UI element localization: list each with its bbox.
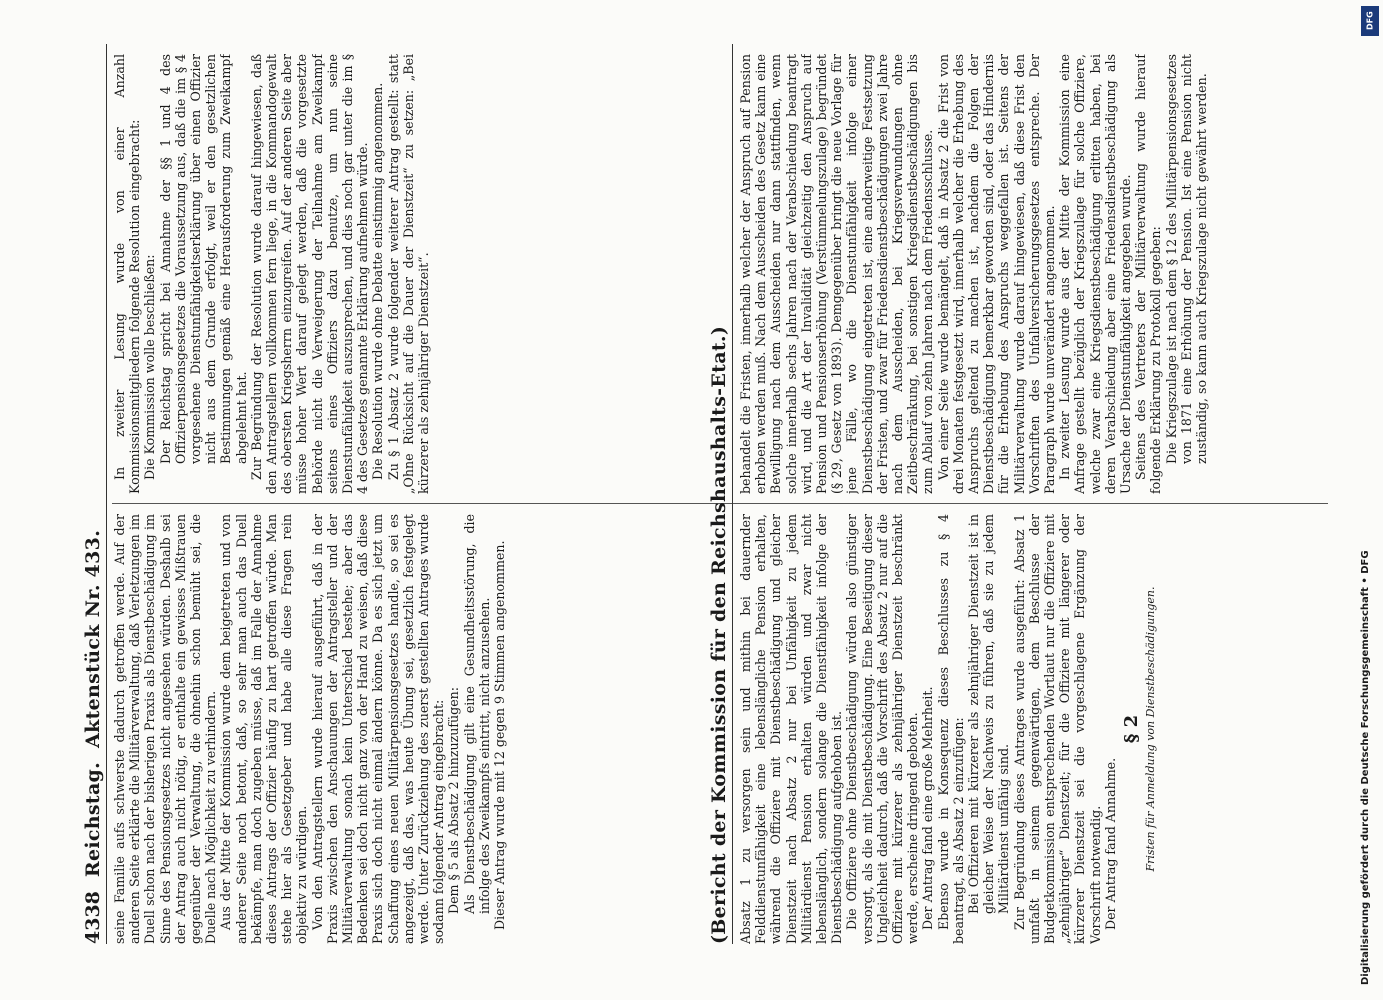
paragraph: Aus der Mitte der Kommission wurde dem beigetreten und von anderer Seite noch betont, daß, so sehr man auch das Duell bekämpfe, man doch zugeben müsse, daß im Falle der Annahme dieses Antrags der Offizier häufig zu hart getroffen würde. Man stehe hier als Gesetzgeber und habe alle diese Fragen rein objektiv zu würdigen. xyxy=(218,514,310,944)
paragraph: Der Antrag fand Annahme. xyxy=(1102,757,1118,930)
paragraph: Der Reichstag spricht bei Annahme der §§ 1 und 4 des Offizierpensionsgesetzes die Voraussetzung aus, daß die im § 4 vorgesehene Dienstunfähigkeitserklärung über einen Offizier nicht aus dem Grunde erfolgt, weil er den gesetzlichen Bestimmungen gemäß eine Herausforderung zum Zweikampf abgelehnt hat. xyxy=(157,54,249,464)
paragraph: Von den Antragstellern wurde hierauf ausgeführt, daß in der Praxis zwischen den Anschauungen der Antragsteller und der Militärverwaltung sonach kein Unterschied bestehe; aber das Bedenken sei doch nicht ganz von der Hand zu weisen, daß diese Praxis sich doch nicht einmal ändern könne. Da es sich jetzt um Schaffung eines neuen Militärpensionsgesetzes handle, so sei es angezeigt, daß das, was heute Übung sei, gesetzlich festgelegt werde. Unter Zurückziehung des zuerst gestellten Antrages wurde sodann folgender Antrag eingebracht: xyxy=(309,514,447,944)
paragraph: Die Resolution wurde ohne Debatte einstimmig angenommen. xyxy=(370,82,386,480)
page-number: 4338 xyxy=(82,891,104,944)
section-heading: § 2 xyxy=(1121,714,1143,744)
paragraph: Die Kriegszulage ist nach dem § 12 des Militärpensionsgesetzes von 1871 eine Erhöhung der Pension. Ist eine Pension nicht zuständig, so kann auch Kriegszulage nicht gewährt werden. xyxy=(1163,54,1210,464)
paragraph: Die Kommission wolle beschließen: xyxy=(142,254,158,480)
paragraph: Von einer Seite wurde bemängelt, daß in Absatz 2 die Frist von drei Monaten festgesetzt wird, innerhalb welcher die Erhebung des Anspruchs geltend zu machen ist, nachdem die Folgen der Dienstbeschädigung bemerkbar geworden sind, oder das Hindernis für die Erhebung des Anspruchs weggefallen ist. Seitens der Militärverwaltung wurde darauf hingewiesen, daß diese Frist den Vorschriften des Unfallversicherungsgesetzes entspreche. Der Paragraph wurde unverändert angenommen. xyxy=(935,54,1058,494)
paragraph: Die Offiziere ohne Dienstbeschädigung würden also günstiger versorgt, als die mit Dienstbeschädigung. Eine Beseitigung dieser Ungleichheit dadurch, daß die Vorschrift des Absatz 2 nur auf die Offiziere mit kürzerer als zehnjähriger Dienstzeit beschränkt werde, erscheine dringend geboten. xyxy=(844,514,921,944)
paragraph: In zweiter Lesung wurde von einer Anzahl Kommissionsmitgliedern folgende Resolution eingebracht: xyxy=(112,54,143,494)
paragraph: Der Antrag fand eine große Mehrheit. xyxy=(920,686,936,930)
paragraph: Dem § 5 als Absatz 2 hinzuzufügen: xyxy=(446,686,462,914)
rotated-page-right xyxy=(690,44,1350,944)
digitization-credit: Digitalisierung gefördert durch die Deutsche Forschungsgemeinschaft • DFG xyxy=(1360,550,1371,985)
running-header xyxy=(64,44,104,944)
paragraph: Bei Offizieren mit kürzerer als zehnjähriger Dienstzeit ist in gleicher Weise der Nachweis zu führen, daß sie zu jedem Militärdienst unfähig sind. xyxy=(966,514,1012,914)
paragraph: Dieser Antrag wurde mit 12 gegen 9 Stimmen angenommen. xyxy=(492,540,508,930)
header-rule xyxy=(106,44,107,944)
paragraph: Zu § 1 Absatz 2 wurde folgender weiterer Antrag gestellt: statt „Ohne Rücksicht auf die Dauer der Dienstzeit“ zu setzen: „Bei kürzerer als zehnjähriger Dienstzeit“. xyxy=(385,54,432,494)
paragraph: Seitens des Vertreters der Militärverwaltung wurde hierauf folgende Erklärung zu Protokoll gegeben: xyxy=(1133,54,1164,494)
header-title-mid: Aktenstück Nr. 433. xyxy=(82,529,104,748)
text-column-right xyxy=(738,514,1338,944)
paragraph: In zweiter Lesung wurde aus der Mitte der Kommission eine Anfrage gestellt bezüglich der Kriegszulage für solche Offiziere, welche zwar eine Kriegsdienstbeschädigung erlitten haben, bei deren Verabschiedung aber eine Friedensdienstbeschädigung als Ursache der Dienstunfähigkeit angegeben wurde. xyxy=(1057,54,1134,494)
paragraph: Ebenso wurde in Konsequenz dieses Beschlusses zu § 4 beantragt, als Absatz 2 einzufügen: xyxy=(935,514,966,944)
paragraph: Als Dienstbeschädigung gilt eine Gesundheitsstörung, die infolge des Zweikampfs eintritt, nicht anzusehen. xyxy=(461,514,492,914)
header-title-right: (Bericht der Kommission für den Reichshaushalts-Etat.) xyxy=(708,325,730,944)
column-separator-right xyxy=(738,503,1328,504)
header-rule-right xyxy=(732,44,733,944)
text-column-right-2 xyxy=(738,54,1338,494)
paragraph: Zur Begründung der Resolution wurde darauf hingewiesen, daß den Antragstellern vollkommen fern liege, in die Kommandogewalt des obersten Kriegsherrn einzugreifen. Auf der anderen Seite aber müsse hoher Wert darauf gelegt werden, daß die vorgesetzte Behörde nicht die Verweigerung der Teilnahme am Zweikampf seitens eines Offiziers dazu benutze, um nun seine Dienstunfähigkeit auszusprechen, und dies noch gar unter die im § 4 des Gesetzes genannte Erklärung aufnehmen würde. xyxy=(248,54,371,494)
header-title-left: Reichstag. xyxy=(82,761,104,878)
paragraph: Absatz 1 zu versorgen sein und mithin bei dauernder Felddienstunfähigkeit eine lebenslängliche Pension erhalten, während die Offiziere mit Dienstbeschädigung und gleicher Dienstzeit nach Absatz 2 nur bei Unfähigkeit zu jedem Militärdienst Pension erhalten würden und zwar nicht lebenslänglich, sondern solange die Dienstfähigkeit infolge der Dienstbeschädigung aufgehoben ist. xyxy=(738,514,845,944)
paragraph: seine Familie aufs schwerste dadurch getroffen werde. Auf der anderen Seite erklärte die Militärverwaltung, daß Verletzungen im Duell schon nach der bisherigen Praxis als Dienstbeschädigung im Sinne des Pensionsgesetzes nicht angesehen würden. Deshalb sei der Antrag auch nicht nötig, er enthalte ein gewisses Mißtrauen gegenüber der Verwaltung, die ohnehin schon bemüht sei, die Duelle nach Möglichkeit zu verhindern. xyxy=(112,514,219,944)
dfg-logo: DFG xyxy=(1361,6,1379,36)
running-header-right xyxy=(690,44,730,944)
paragraph: behandelt die Fristen, innerhalb welcher der Anspruch auf Pension erhoben werden muß. Nach dem Ausscheiden des Gesetz kann eine Bewilligung nach dem Ausscheiden nur dann stattfinden, wenn solche innerhalb sechs Jahren nach der Verabschiedung beantragt wird, und die Art der Invalidität gleichzeitig den Anspruch auf Pension und Pensionserhöhung (Verstümmelungszulage) begründet (§ 29, Gesetz von 1893). Demgegenüber bringt die neue Vorlage für jene Fälle, wo die Dienstunfähigkeit infolge einer Dienstbeschädigung eingetreten ist, eine anderweitige Festsetzung der Fristen, und zwar für Friedensdienstbeschädigungen zwei Jahre nach dem Ausscheiden, bei Kriegsverwundungen ohne Zeitbeschränkung, bei sonstigen Kriegsdienstbeschädigungen bis zum Ablauf von zehn Jahren nach dem Friedensschlusse. xyxy=(738,54,936,494)
paragraph: Zur Begründung dieses Antrages wurde ausgeführt: Absatz 1 umfaßt in seinem gegenwärtigen, dem Beschlusse der Budgetkommission entsprechenden Wortlaut nur die Offiziere mit „zehnjähriger“ Dienstzeit; für die Offiziere mit längerer oder kürzerer Dienstzeit sei die vorgeschlagene Ergänzung der Vorschrift notwendig. xyxy=(1011,514,1103,944)
section-subtitle: Fristen für Anmeldung von Dienstbeschädigungen. xyxy=(1144,586,1158,872)
